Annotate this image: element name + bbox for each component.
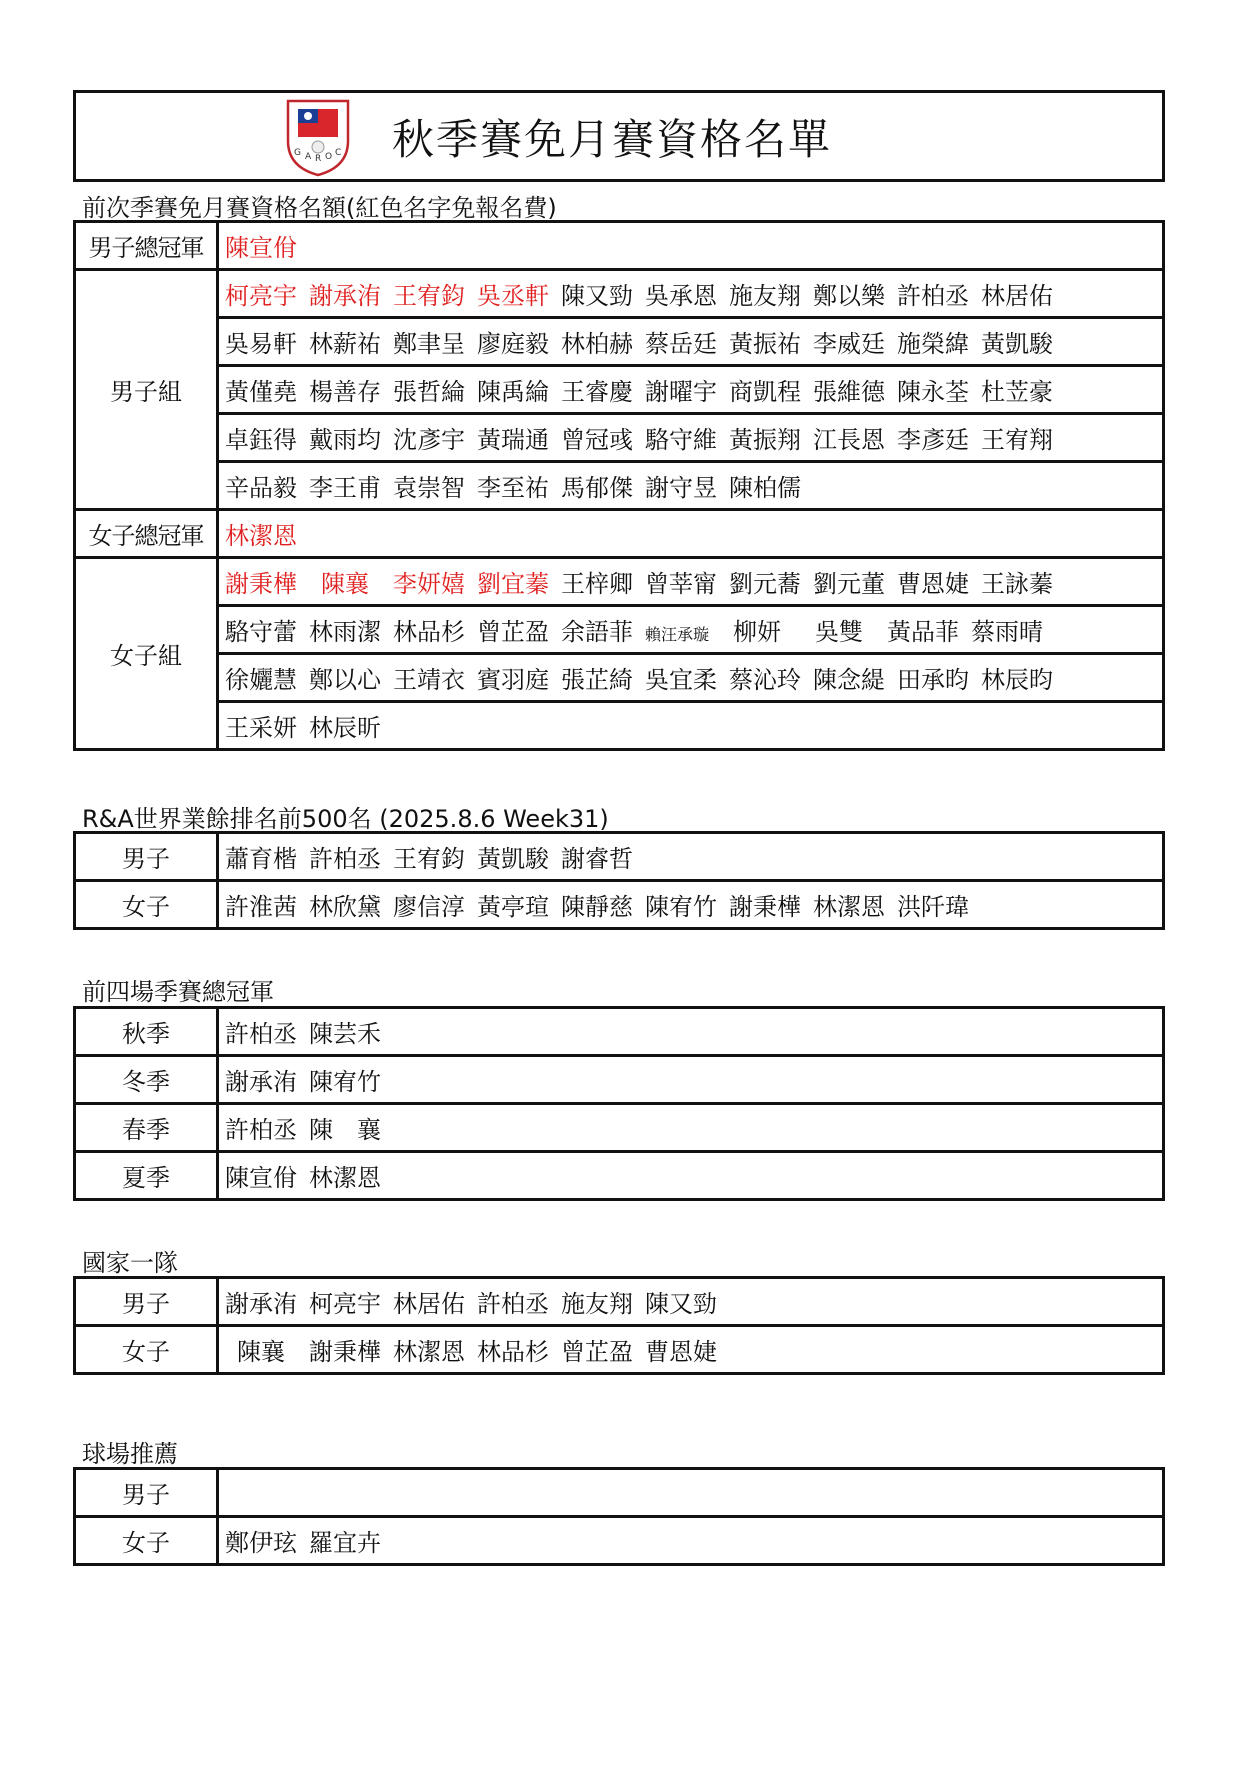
player-name: 施友翔 — [561, 1290, 633, 1318]
names-cell — [218, 510, 1164, 558]
player-name: 陳 襄 — [309, 1116, 381, 1144]
player-name: 鄭以樂 — [813, 282, 885, 310]
player-name: 蔡雨晴 — [971, 618, 1044, 646]
player-name: 曹恩婕 — [897, 570, 969, 598]
names-cell — [218, 606, 1164, 654]
row-label-women: 女子 — [75, 1517, 218, 1565]
svg-text:G: G — [294, 148, 301, 158]
player-name: 蔡岳廷 — [645, 330, 717, 358]
past-champions-table — [73, 1006, 1165, 1201]
player-name: 杜苙豪 — [981, 378, 1053, 406]
player-name: 黃振翔 — [729, 426, 801, 454]
table-row — [75, 833, 1164, 881]
table-row — [75, 654, 1164, 702]
player-name: 柳妍 — [733, 618, 782, 646]
player-name: 吳承恩 — [645, 282, 717, 310]
table-row — [75, 558, 1164, 606]
row-label-men-champion: 男子總冠軍 — [75, 222, 218, 270]
player-name: 曾莘甯 — [645, 570, 717, 598]
row-label-summer: 夏季 — [75, 1152, 218, 1200]
names-cell — [218, 654, 1164, 702]
player-name: 王宥鈞 — [393, 845, 465, 873]
player-name: 王宥鈞 — [393, 282, 465, 310]
names-cell — [218, 1278, 1164, 1326]
player-name: 吳丞軒 — [477, 282, 549, 310]
player-name: 黃亭瑄 — [477, 893, 549, 921]
player-name: 許淮茜 — [225, 893, 297, 921]
player-name: 黃振祐 — [729, 330, 801, 358]
player-name: 劉宜蓁 — [477, 570, 549, 598]
player-name: 許柏丞 — [225, 1116, 297, 1144]
table-row — [75, 702, 1164, 750]
player-name: 吳易軒 — [225, 330, 297, 358]
section-heading-exemption: 前次季賽免月賽資格名額(紅色名字免報名費) — [82, 194, 557, 222]
player-name: 柯亮宇 — [309, 1290, 381, 1318]
player-name: 李妍嬉 — [393, 570, 465, 598]
player-name: 王睿慶 — [561, 378, 633, 406]
row-label-winter: 冬季 — [75, 1056, 218, 1104]
section-heading-national-team: 國家一隊 — [82, 1249, 178, 1277]
row-label-women-champion: 女子總冠軍 — [75, 510, 218, 558]
player-name: 廖信淳 — [393, 893, 465, 921]
player-name: 施榮緯 — [897, 330, 969, 358]
table-row — [75, 270, 1164, 318]
player-name: 張維德 — [813, 378, 885, 406]
table-row — [75, 510, 1164, 558]
player-name: 陳禹綸 — [477, 378, 549, 406]
player-name: 駱守蕾 — [225, 618, 297, 646]
table-row — [75, 1152, 1164, 1200]
player-name: 李王甫 — [309, 474, 381, 502]
player-name: 王靖衣 — [393, 666, 465, 694]
player-name: 林欣黛 — [309, 893, 381, 921]
player-name: 王宥翔 — [981, 426, 1053, 454]
player-name: 陳芸禾 — [309, 1020, 381, 1048]
table-row — [75, 881, 1164, 929]
table-row — [75, 414, 1164, 462]
player-name: 林品杉 — [477, 1338, 549, 1366]
player-name: 蕭育楷 — [225, 845, 297, 873]
player-name: 陳靜慈 — [561, 893, 633, 921]
svg-text:A: A — [305, 152, 312, 162]
player-name: 曹恩婕 — [645, 1338, 717, 1366]
player-name: 許柏丞 — [225, 1020, 297, 1048]
course-recommendation-table — [73, 1467, 1165, 1566]
player-name: 馬郁傑 — [561, 474, 633, 502]
player-name: 陳襄 — [321, 570, 369, 598]
row-label-women: 女子 — [75, 1326, 218, 1374]
names-cell — [218, 1469, 1164, 1517]
player-name: 陳宥竹 — [309, 1068, 381, 1096]
player-name: 陳柏儒 — [729, 474, 801, 502]
player-name: 謝秉樺 — [309, 1338, 381, 1366]
section-heading-course-recommendation: 球場推薦 — [82, 1440, 178, 1468]
exemption-table — [73, 220, 1165, 751]
table-row — [75, 1056, 1164, 1104]
world-ranking-table — [73, 831, 1165, 930]
names-cell — [218, 270, 1164, 318]
player-name: 駱守維 — [645, 426, 717, 454]
player-name: 劉元蕎 — [729, 570, 801, 598]
title-box — [73, 90, 1165, 182]
player-name: 林雨潔 — [309, 618, 381, 646]
player-name: 陳襄 — [237, 1338, 285, 1366]
player-name: 鄭以心 — [309, 666, 381, 694]
row-label-autumn: 秋季 — [75, 1008, 218, 1056]
player-name: 吳宜柔 — [645, 666, 717, 694]
player-name: 許柏丞 — [309, 845, 381, 873]
player-name: 賓羽庭 — [477, 666, 549, 694]
table-row — [75, 1008, 1164, 1056]
names-cell — [218, 702, 1164, 750]
table-row — [75, 318, 1164, 366]
page-title: 秋季賽免月賽資格名單 — [392, 115, 833, 164]
player-name: 黃僅堯 — [225, 378, 297, 406]
player-name: 吳雙 — [815, 618, 864, 646]
names-cell — [218, 366, 1164, 414]
player-name: 劉元董 — [813, 570, 885, 598]
player-name: 余語菲 — [561, 618, 633, 646]
player-name: 張哲綸 — [393, 378, 465, 406]
section-heading-world-ranking: R&A世界業餘排名前500名 (2025.8.6 Week31) — [82, 805, 609, 833]
table-row — [75, 1104, 1164, 1152]
player-name: 許柏丞 — [897, 282, 969, 310]
names-cell — [218, 1517, 1164, 1565]
table-row — [75, 1278, 1164, 1326]
player-name: 楊善存 — [309, 378, 381, 406]
player-name: 羅宜卉 — [309, 1529, 381, 1557]
player-name: 田承昀 — [897, 666, 969, 694]
names-cell — [218, 1104, 1164, 1152]
player-name: 陳念緹 — [813, 666, 885, 694]
player-name: 李彥廷 — [897, 426, 969, 454]
player-name: 蔡沁玲 — [729, 666, 801, 694]
player-name: 辛品毅 — [225, 474, 297, 502]
svg-text:R: R — [315, 154, 322, 164]
player-name: 鄭聿呈 — [393, 330, 465, 358]
player-name: 黃瑞通 — [477, 426, 549, 454]
player-name: 林潔恩 — [813, 893, 885, 921]
row-label-men: 男子 — [75, 1469, 218, 1517]
player-name: 曾冠彧 — [561, 426, 633, 454]
names-cell — [218, 462, 1164, 510]
names-cell — [218, 881, 1164, 929]
player-name: 謝承洧 — [309, 282, 381, 310]
names-cell — [218, 222, 1164, 270]
section-heading-past-champions: 前四場季賽總冠軍 — [82, 978, 274, 1006]
player-name: 許柏丞 — [477, 1290, 549, 1318]
names-cell — [218, 414, 1164, 462]
player-name: 曾芷盈 — [477, 618, 549, 646]
row-label-women: 女子 — [75, 881, 218, 929]
player-name: 林潔恩 — [309, 1164, 381, 1192]
player-name: 鄭伊玹 — [225, 1529, 297, 1557]
row-label-men: 男子 — [75, 1278, 218, 1326]
player-name: 林柏赫 — [561, 330, 633, 358]
player-name: 陳宥竹 — [645, 893, 717, 921]
player-name: 陳又勁 — [561, 282, 633, 310]
player-name: 林品杉 — [393, 618, 465, 646]
player-name: 卓鈺得 — [225, 426, 297, 454]
player-name: 戴雨均 — [309, 426, 381, 454]
player-name: 謝睿哲 — [561, 845, 633, 873]
player-name: 林居佑 — [981, 282, 1053, 310]
player-name: 林薪祐 — [309, 330, 381, 358]
row-label-women-group: 女子組 — [75, 558, 218, 750]
player-name: 謝曜宇 — [645, 378, 717, 406]
garoc-emblem-icon — [284, 97, 352, 177]
row-label-men: 男子 — [75, 833, 218, 881]
player-name: 李威廷 — [813, 330, 885, 358]
player-name: 陳宣佾 — [225, 234, 297, 262]
player-name: 王詠蓁 — [981, 570, 1053, 598]
player-name: 李至祐 — [477, 474, 549, 502]
names-cell — [218, 1056, 1164, 1104]
player-name: 張芷綺 — [561, 666, 633, 694]
player-name: 黃品菲 — [887, 618, 960, 646]
names-cell — [218, 1152, 1164, 1200]
player-name: 賴汪承璇 — [645, 625, 710, 644]
table-row — [75, 606, 1164, 654]
player-name: 謝承洧 — [225, 1290, 297, 1318]
table-row — [75, 1469, 1164, 1517]
player-name: 廖庭毅 — [477, 330, 549, 358]
player-name: 陳永荃 — [897, 378, 969, 406]
player-name: 黃凱駿 — [477, 845, 549, 873]
player-name: 柯亮宇 — [225, 282, 297, 310]
player-name: 謝秉樺 — [729, 893, 801, 921]
names-cell — [218, 1326, 1164, 1374]
player-name: 陳又勁 — [645, 1290, 717, 1318]
player-name: 黃凱駿 — [981, 330, 1053, 358]
player-name: 曾芷盈 — [561, 1338, 633, 1366]
player-name: 陳宣佾 — [225, 1164, 297, 1192]
table-row — [75, 366, 1164, 414]
names-cell — [218, 318, 1164, 366]
player-name: 王梓卿 — [561, 570, 633, 598]
player-name: 林辰昀 — [981, 666, 1053, 694]
table-row — [75, 462, 1164, 510]
player-name: 徐孋慧 — [225, 666, 297, 694]
national-team-table — [73, 1276, 1165, 1375]
table-row — [75, 1326, 1164, 1374]
player-name: 謝秉樺 — [225, 570, 297, 598]
svg-text:O: O — [325, 152, 333, 162]
svg-text:C: C — [335, 148, 342, 158]
player-name: 商凱程 — [729, 378, 801, 406]
row-label-men-group: 男子組 — [75, 270, 218, 510]
row-label-spring: 春季 — [75, 1104, 218, 1152]
names-cell — [218, 833, 1164, 881]
player-name: 袁崇智 — [393, 474, 465, 502]
player-name: 林潔恩 — [225, 522, 297, 550]
player-name: 謝守昱 — [645, 474, 717, 502]
player-name: 江長恩 — [813, 426, 885, 454]
table-row — [75, 1517, 1164, 1565]
player-name: 林居佑 — [393, 1290, 465, 1318]
table-row — [75, 222, 1164, 270]
player-name: 王采妍 — [225, 714, 297, 742]
player-name: 林辰昕 — [309, 714, 381, 742]
player-name: 洪阡瑋 — [897, 893, 969, 921]
player-name: 謝承洧 — [225, 1068, 297, 1096]
player-name: 沈彥宇 — [393, 426, 465, 454]
player-name: 施友翔 — [729, 282, 801, 310]
names-cell — [218, 1008, 1164, 1056]
names-cell — [218, 558, 1164, 606]
player-name: 林潔恩 — [393, 1338, 465, 1366]
